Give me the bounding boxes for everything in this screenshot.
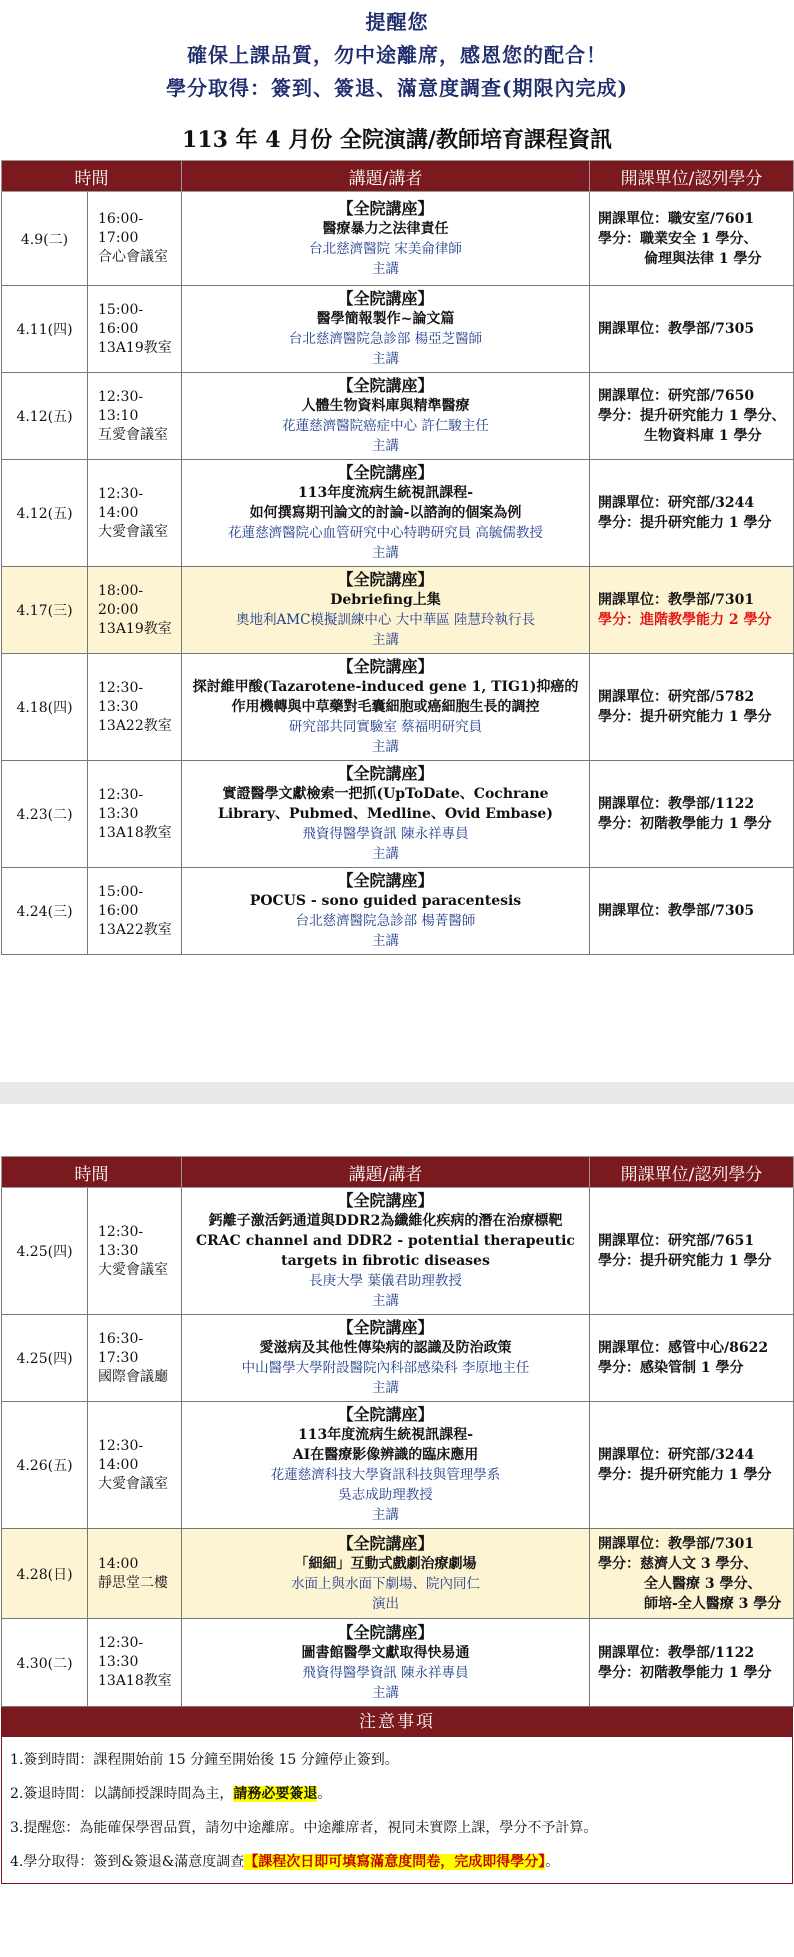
course-time-venue: [88, 1188, 182, 1315]
notice-line: 確保上課品質，勿中途離席，感恩您的配合！: [187, 43, 607, 67]
course-time-venue: [88, 1529, 182, 1619]
course-date: 4.25(四): [2, 1315, 88, 1402]
course-time-venue: [88, 567, 182, 654]
notice-credit-line: 學分取得：簽到、簽退、滿意度調查(期限內完成): [166, 76, 628, 100]
course-venue: 13A22教室: [98, 717, 172, 734]
course-topic: [182, 286, 590, 373]
course-title: targets in fibrotic diseases: [281, 1253, 490, 1269]
course-venue: 13A18教室: [98, 824, 172, 841]
course-topic: [182, 567, 590, 654]
course-title: CRAC channel and DDR2 - potential therapeutic: [196, 1233, 575, 1249]
note-2: 2.簽退時間：以講師授課時間為主，請務必要簽退。: [10, 1786, 332, 1802]
course-time: 15:00-16:00: [98, 301, 144, 337]
course-title: 探討維甲酸(Tazarotene-induced gene 1, TIG1)抑癌的: [192, 679, 579, 695]
course-date: 4.23(二): [2, 761, 88, 868]
course-title: 113年度流病生統視訊課程-: [297, 1427, 474, 1443]
course-venue: 13A19教室: [98, 620, 172, 637]
course-date: 4.24(三): [2, 868, 88, 955]
course-row: [2, 1315, 794, 1402]
credit-line: 學分：提升研究能力 1 學分: [598, 1253, 772, 1269]
credit-line-indent: 生物資料庫 1 學分: [644, 428, 762, 444]
course-topic: [182, 460, 590, 567]
lecture-tag: 【全院講座】: [337, 570, 434, 589]
course-venue: 靜思堂二樓: [98, 1574, 168, 1591]
course-speaker: 演出: [372, 1595, 399, 1612]
course-speaker: 飛資得醫學資訊 陳永祥專員: [302, 1664, 469, 1681]
course-time: 14:00: [98, 1555, 139, 1572]
course-row: [2, 373, 794, 460]
course-row: [2, 1529, 794, 1619]
credit-line-highlight: 學分：進階教學能力 2 學分: [598, 612, 772, 628]
course-speaker: 花蓮慈濟醫院癌症中心 許仁駿主任: [282, 418, 489, 434]
credit-line: 開課單位：感管中心/8622: [598, 1340, 769, 1356]
notes-heading: 注意事項: [1, 1707, 793, 1737]
course-speaker: 吳志成助理教授: [338, 1487, 433, 1503]
course-time-venue: [88, 654, 182, 761]
course-date: 4.9(二): [2, 192, 88, 286]
course-row: [2, 1402, 794, 1529]
course-speaker: 花蓮慈濟科技大學資訊科技與管理學系: [270, 1467, 501, 1483]
course-time-venue: [88, 192, 182, 286]
note-1: 1.簽到時間：課程開始前 15 分鐘至開始後 15 分鐘停止簽到。: [10, 1752, 399, 1768]
lecture-tag: 【全院講座】: [337, 289, 434, 308]
course-time-venue: [88, 868, 182, 955]
credit-line-indent: 倫理與法律 1 學分: [644, 250, 762, 267]
course-time: 18:00-20:00: [98, 582, 144, 618]
document-title: 113 年 4 月份 全院演講/教師培育課程資訊: [182, 127, 612, 153]
course-topic: [182, 1188, 590, 1315]
course-title: 如何撰寫期刊論文的討論-以諮詢的個案為例: [249, 505, 522, 521]
course-speaker: 研究部共同實驗室 蔡福明研究員: [288, 719, 483, 735]
course-date: 4.12(五): [2, 373, 88, 460]
credit-line: 開課單位：教學部/1122: [598, 796, 755, 812]
course-credit: [590, 567, 794, 654]
course-venue: 國際會議廳: [98, 1368, 168, 1385]
credit-line: 學分：提升研究能力 1 學分: [598, 709, 772, 725]
course-time: 12:30-13:30: [98, 786, 144, 822]
course-time: 15:00-16:00: [98, 883, 144, 919]
course-date: 4.17(三): [2, 567, 88, 654]
credit-line: 學分：提升研究能力 1 學分: [598, 1467, 772, 1483]
credit-line: 學分：慈濟人文 3 學分、: [598, 1555, 758, 1572]
course-title: 醫療暴力之法律責任: [322, 220, 449, 237]
course-credit: [590, 1402, 794, 1529]
course-speaker: 中山醫學大學附設醫院內科部感染科 李原地主任: [241, 1360, 530, 1376]
column-header-topic: 講題/講者: [182, 161, 590, 192]
column-header-time: 時間: [2, 1157, 182, 1188]
course-row: [2, 1188, 794, 1315]
lecture-tag: 【全院講座】: [337, 463, 434, 482]
course-title: 113年度流病生統視訊課程-: [297, 485, 474, 501]
course-host-label: 主講: [372, 438, 399, 454]
course-speaker: 台北慈濟醫院急診部 楊亞芝醫師: [288, 331, 483, 347]
course-time-venue: [88, 373, 182, 460]
credit-line: 開課單位：研究部/5782: [598, 689, 755, 705]
course-time-venue: [88, 1315, 182, 1402]
course-host-label: 主講: [372, 846, 399, 862]
course-date: 4.11(四): [2, 286, 88, 373]
course-time: 12:30-13:30: [98, 1635, 144, 1670]
course-time: 16:00-17:00: [98, 211, 144, 246]
course-time: 12:30-13:30: [98, 1223, 144, 1259]
course-time-venue: [88, 460, 182, 567]
credit-line: 學分：提升研究能力 1 學分、: [598, 408, 786, 424]
course-credit: [590, 868, 794, 955]
course-speaker: 奧地利AMC模擬訓練中心 大中華區 陸慧玲執行長: [236, 612, 535, 628]
course-title: 鈣離子激活鈣通道與DDR2為纖維化疾病的潛在治療標靶: [208, 1213, 563, 1229]
course-credit: [590, 1188, 794, 1315]
course-venue: 合心會議室: [98, 249, 168, 265]
course-time-venue: [88, 761, 182, 868]
course-time-venue: [88, 1402, 182, 1529]
course-title: Library、Pubmed、Medline、Ovid Embase): [218, 806, 553, 822]
column-header-credit: 開課單位/認列學分: [590, 1157, 794, 1188]
course-time: 12:30-13:30: [98, 679, 144, 715]
course-venue: 13A19教室: [98, 339, 172, 356]
note-4-highlight: 【課程次日即可填寫滿意度問卷，完成即得學分】: [244, 1854, 546, 1870]
column-header-time: 時間: [2, 161, 182, 192]
credit-line: 開課單位：研究部/3244: [598, 1447, 755, 1463]
lecture-tag: 【全院講座】: [337, 1405, 434, 1424]
credit-line: 學分：初階教學能力 1 學分: [598, 1664, 772, 1681]
column-header-credit: 開課單位/認列學分: [590, 161, 794, 192]
lecture-tag: 【全院講座】: [337, 1533, 434, 1553]
course-speaker: 飛資得醫學資訊 陳永祥專員: [302, 826, 469, 842]
credit-line-indent: 師培-全人醫療 3 學分: [644, 1595, 782, 1612]
course-venue: 大愛會議室: [98, 1475, 168, 1492]
course-title: POCUS - sono guided paracentesis: [249, 893, 522, 909]
notes-body: [1, 1737, 793, 1884]
course-time-venue: [88, 286, 182, 373]
course-row: [2, 654, 794, 761]
course-row: [2, 1619, 794, 1707]
course-time-venue: [88, 1619, 182, 1707]
course-topic: [182, 1619, 590, 1707]
course-credit: [590, 373, 794, 460]
course-date: 4.12(五): [2, 460, 88, 567]
course-speaker: 台北慈濟醫院急診部 楊菁醫師: [295, 913, 476, 929]
credit-line: 開課單位：職安室/7601: [598, 210, 755, 227]
notes-section: [1, 1707, 793, 1884]
credit-line: 開課單位：教學部/7305: [598, 903, 755, 919]
course-row: [2, 868, 794, 955]
credit-line: 開課單位：教學部/7301: [598, 1535, 755, 1552]
course-host-label: 主講: [372, 933, 399, 949]
course-title: 人體生物資料庫與精準醫療: [301, 398, 470, 414]
course-date: 4.26(五): [2, 1402, 88, 1529]
course-host-label: 主講: [372, 1507, 399, 1523]
course-host-label: 主講: [372, 1380, 399, 1396]
credit-line: 學分：提升研究能力 1 學分: [598, 515, 772, 531]
credit-line: 開課單位：研究部/7651: [598, 1233, 755, 1249]
course-title: Debriefing上集: [330, 592, 441, 608]
note-3: 3.提醒您：為能確保學習品質，請勿中途離席。中途離席者，視同未實際上課，學分不予計算。: [10, 1820, 598, 1836]
course-row: [2, 761, 794, 868]
course-host-label: 主講: [372, 739, 399, 755]
course-host-label: 主講: [372, 632, 399, 648]
lecture-tag: 【全院講座】: [337, 764, 434, 783]
course-row: [2, 567, 794, 654]
course-credit: [590, 286, 794, 373]
course-credit: [590, 192, 794, 286]
course-row: [2, 192, 794, 286]
course-title: 圖書館醫學文獻取得快易通: [301, 1644, 470, 1661]
course-speaker: 花蓮慈濟醫院心血管研究中心特聘研究員 高毓儒教授: [228, 525, 543, 541]
credit-line-indent: 全人醫療 3 學分、: [644, 1575, 762, 1592]
course-topic: [182, 1402, 590, 1529]
reminder-notice: [0, 0, 794, 101]
course-date: 4.25(四): [2, 1188, 88, 1315]
course-title: AI在醫療影像辨識的臨床應用: [292, 1447, 479, 1463]
course-table-1: [1, 160, 794, 955]
course-credit: [590, 1315, 794, 1402]
course-venue: 互愛會議室: [98, 426, 168, 443]
course-table-2: [1, 1156, 794, 1707]
course-credit: [590, 1529, 794, 1619]
course-title: 作用機轉與中草藥對毛囊細胞或癌細胞生長的調控: [231, 699, 540, 715]
credit-line: 學分：感染管制 1 學分: [598, 1360, 744, 1376]
course-venue: 大愛會議室: [98, 523, 168, 540]
course-title: 實證醫學文獻檢索一把抓(UpToDate、Cochrane: [222, 786, 549, 802]
course-credit: [590, 460, 794, 567]
lecture-tag: 【全院講座】: [337, 1622, 434, 1642]
credit-line: 開課單位：研究部/7650: [598, 388, 755, 404]
course-host-label: 主講: [372, 1293, 399, 1309]
course-host-label: 主講: [372, 351, 399, 367]
course-host-label: 主講: [372, 260, 399, 277]
lecture-tag: 【全院講座】: [337, 871, 434, 890]
credit-line: 開課單位：教學部/1122: [598, 1644, 755, 1661]
course-credit: [590, 654, 794, 761]
lecture-tag: 【全院講座】: [337, 657, 434, 676]
course-venue: 13A18教室: [98, 1673, 172, 1689]
course-topic: [182, 868, 590, 955]
credit-line: 學分：職業安全 1 學分、: [598, 230, 758, 247]
course-title: 「細細」互動式戲劇治療劇場: [294, 1555, 477, 1572]
notice-heading: 提醒您: [365, 10, 429, 34]
column-header-topic: 講題/講者: [182, 1157, 590, 1188]
course-time: 12:30-14:00: [98, 485, 144, 521]
course-topic: [182, 654, 590, 761]
credit-line: 開課單位：研究部/3244: [598, 495, 755, 511]
course-title: 愛滋病及其他性傳染病的認識及防治政策: [259, 1340, 512, 1356]
course-speaker: 台北慈濟醫院 宋美侖律師: [309, 240, 462, 257]
credit-line: 開課單位：教學部/7305: [598, 321, 755, 337]
lecture-tag: 【全院講座】: [337, 1191, 434, 1210]
course-credit: [590, 761, 794, 868]
course-speaker: 長庚大學 葉儀君助理教授: [309, 1273, 462, 1289]
course-host-label: 主講: [372, 1684, 399, 1701]
course-date: 4.28(日): [2, 1529, 88, 1619]
lecture-tag: 【全院講座】: [337, 376, 434, 395]
course-topic: [182, 761, 590, 868]
lecture-tag: 【全院講座】: [337, 198, 434, 218]
course-time: 16:30-17:30: [98, 1330, 144, 1366]
course-time: 12:30-14:00: [98, 1437, 144, 1473]
lecture-tag: 【全院講座】: [337, 1318, 434, 1337]
note-2-highlight: 請務必要簽退: [233, 1786, 318, 1802]
credit-line: 開課單位：教學部/7301: [598, 592, 755, 608]
course-topic: [182, 1315, 590, 1402]
course-date: 4.18(四): [2, 654, 88, 761]
credit-line: 學分：初階教學能力 1 學分: [598, 816, 772, 832]
course-topic: [182, 192, 590, 286]
course-host-label: 主講: [372, 545, 399, 561]
course-topic: [182, 373, 590, 460]
course-venue: 大愛會議室: [98, 1261, 168, 1278]
course-venue: 13A22教室: [98, 921, 172, 938]
course-row: [2, 460, 794, 567]
course-time: 12:30-13:10: [98, 388, 144, 424]
page-2: [0, 1104, 794, 1957]
course-speaker: 水面上與水面下劇場、院內同仁: [291, 1575, 480, 1592]
course-row: [2, 286, 794, 373]
note-4: 4.學分取得：簽到&簽退&滿意度調查【課程次日即可填寫滿意度問卷，完成即得學分】。: [10, 1854, 560, 1870]
course-date: 4.30(二): [2, 1619, 88, 1707]
course-credit: [590, 1619, 794, 1707]
course-title: 醫學簡報製作~論文篇: [316, 311, 455, 327]
course-topic: [182, 1529, 590, 1619]
